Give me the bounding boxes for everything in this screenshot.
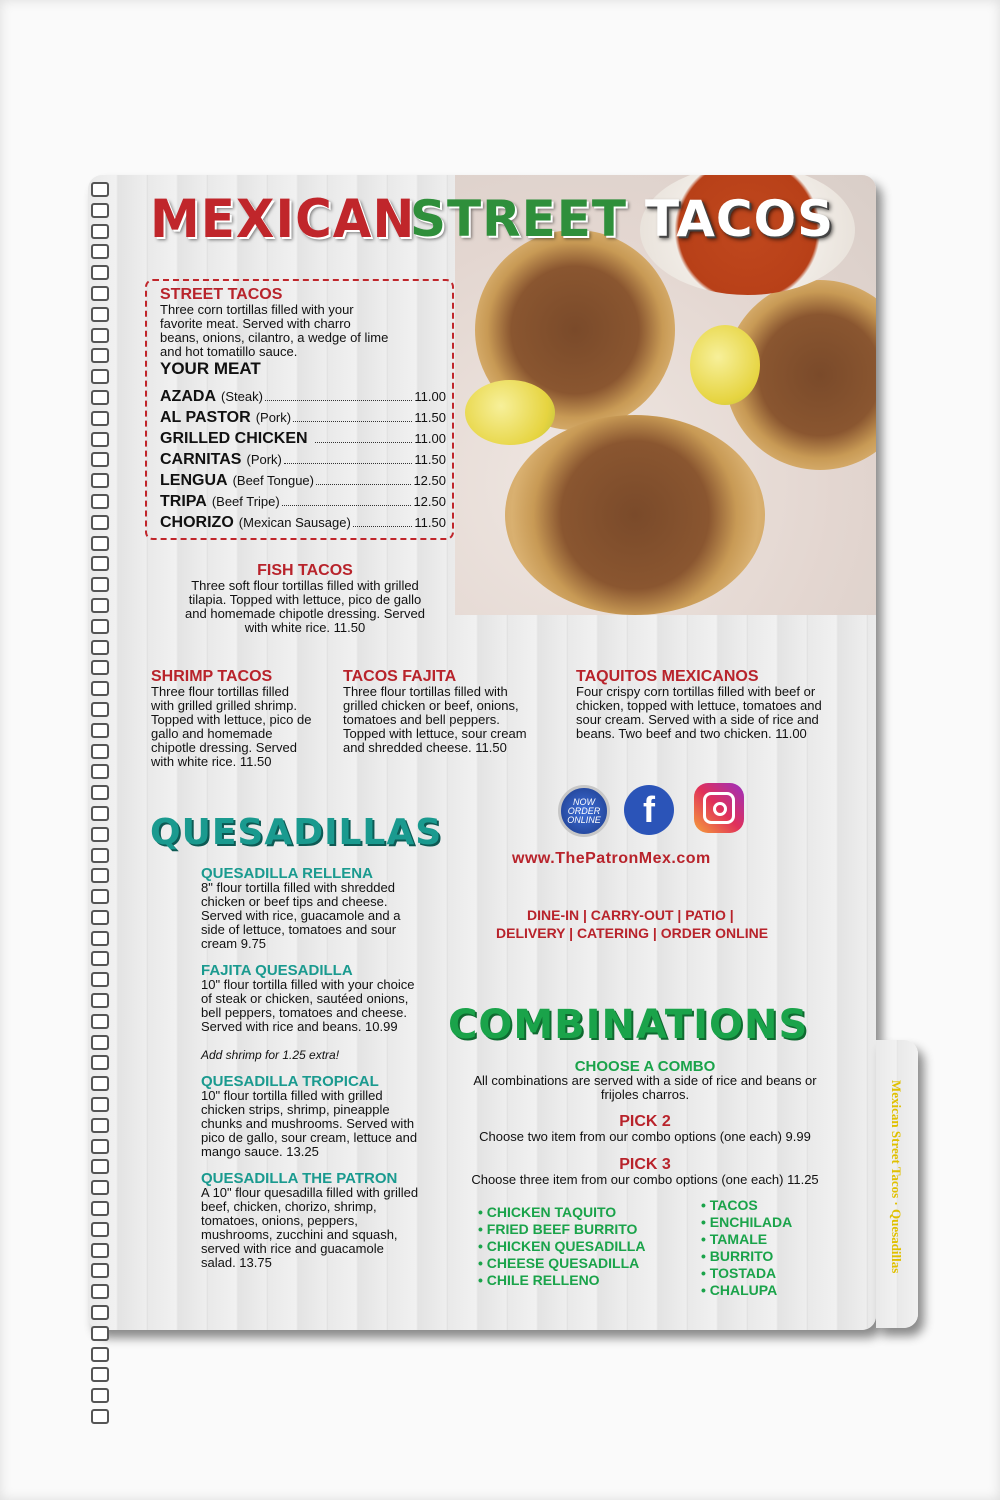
binding-ring — [91, 868, 109, 883]
binding-ring — [91, 681, 109, 696]
combo-intro: All combinations are served with a side of rice and beans or frijoles charros. — [473, 1073, 817, 1102]
binding-ring — [91, 1118, 109, 1133]
binding-ring — [91, 931, 109, 946]
list-item: • FRIED BEEF BURRITO — [478, 1221, 645, 1238]
binding-ring — [91, 640, 109, 655]
title-street: STREET — [410, 190, 628, 248]
add-shrimp-note: Add shrimp for 1.25 extra! — [201, 1048, 340, 1062]
binding-ring — [91, 785, 109, 800]
binding-ring — [91, 1097, 109, 1112]
taquitos-description: Four crispy corn tortillas filled with beef or chicken, topped with lettuce, tomatoes and sour cream. Served with a side of rice and beans. Two beef and two chicken. 11.00 — [576, 684, 822, 741]
combo-options-right — [701, 1197, 792, 1299]
binding-ring — [91, 806, 109, 821]
quesadillas-heading: QUESADILLAS — [150, 812, 443, 853]
meat-row: AL PASTOR (Pork) 11.50 — [160, 409, 446, 426]
binding-ring — [91, 1347, 109, 1362]
list-item: • ENCHILADA — [701, 1214, 792, 1231]
binding-ring — [91, 1014, 109, 1029]
binding-ring — [91, 473, 109, 488]
list-item: • CHEESE QUESADILLA — [478, 1255, 645, 1272]
quesadilla-patron-heading: QUESADILLA THE PATRON — [201, 1170, 398, 1187]
binding-ring — [91, 1035, 109, 1050]
list-item: • CHALUPA — [701, 1282, 792, 1299]
taquitos-heading: TAQUITOS MEXICANOS — [576, 668, 759, 685]
fish-tacos-description: Three soft flour tortillas filled with grilled tilapia. Topped with lettuce, pico de gallo and homemade chipotle dressing. Served with white rice. 11.50 — [185, 578, 425, 635]
meat-row: GRILLED CHICKEN 11.00 — [160, 430, 446, 447]
binding-ring — [91, 577, 109, 592]
combinations-heading: COMBINATIONS — [448, 1002, 809, 1048]
binding-ring — [91, 1201, 109, 1216]
spiral-binding — [91, 182, 109, 1430]
binding-ring — [91, 1159, 109, 1174]
binding-ring — [91, 1409, 109, 1424]
quesadilla-patron-description: A 10" flour quesadilla filled with grilled beef, chicken, chorizo, shrimp, tomatoes, onions, peppers, mushrooms, zucchini and squash, served with rice and guacamole salad. 13.75 — [201, 1185, 419, 1270]
binding-ring — [91, 951, 109, 966]
binding-ring — [91, 744, 109, 759]
tacos-fajita-description: Three flour tortillas filled with grilled chicken or beef, onions, tomatoes and bell peppers. Topped with lettuce, sour cream and shredded cheese. 11.50 — [343, 684, 527, 755]
binding-ring — [91, 515, 109, 530]
binding-ring — [91, 1284, 109, 1299]
shrimp-tacos-heading: SHRIMP TACOS — [151, 668, 273, 685]
binding-ring — [91, 536, 109, 551]
binding-ring — [91, 1388, 109, 1403]
tab-label: Mexican Street Tacos · Quesadillas — [889, 1080, 904, 1274]
binding-ring — [91, 286, 109, 301]
quesadilla-tropical-heading: QUESADILLA TROPICAL — [201, 1073, 379, 1090]
meat-row: LENGUA (Beef Tongue) 12.50 — [160, 472, 446, 489]
binding-ring — [91, 660, 109, 675]
quesadilla-rellena-description: 8" flour tortilla filled with shredded chicken or beef tips and cheese. Served with rice, guacamole and a side of lettuce, tomatoes and sour cream 9.75 — [201, 880, 401, 951]
order-online-icon[interactable]: NOW ORDER ONLINE — [558, 785, 610, 837]
title-tacos: TACOS — [645, 190, 835, 248]
street-tacos-description: Three corn tortillas filled with your favorite meat. Served with charro beans, onions, cilantro, a wedge of lime and hot tomatillo sauce. — [160, 302, 389, 359]
binding-ring — [91, 1055, 109, 1070]
binding-ring — [91, 993, 109, 1008]
street-tacos-heading: STREET TACOS — [160, 286, 283, 303]
fajita-quesadilla-heading: FAJITA QUESADILLA — [201, 962, 353, 979]
binding-ring — [91, 889, 109, 904]
fish-tacos-heading: FISH TACOS — [257, 562, 353, 579]
binding-ring — [91, 244, 109, 259]
list-item: • CHICKEN QUESADILLA — [478, 1238, 645, 1255]
title-mexican: MEXICAN — [150, 188, 416, 250]
pick-2-heading: PICK 2 — [619, 1113, 671, 1130]
shrimp-tacos-description: Three flour tortillas filled with grilled grilled shrimp. Topped with lettuce, pico de gallo and homemade chipotle dressing. Served with white rice. 11.50 — [151, 684, 312, 769]
fajita-quesadilla-description: 10" flour tortilla filled with your choice of steak or chicken, sautéed onions, bell peppers, tomatoes and cheese. Served with rice and beans. 10.99 — [201, 977, 415, 1034]
binding-ring — [91, 203, 109, 218]
list-item: • CHILE RELLENO — [478, 1272, 645, 1289]
binding-ring — [91, 619, 109, 634]
meat-row: CHORIZO (Mexican Sausage) 11.50 — [160, 514, 446, 531]
binding-ring — [91, 328, 109, 343]
binding-ring — [91, 182, 109, 197]
list-item: • CHICKEN TAQUITO — [478, 1204, 645, 1221]
binding-ring — [91, 702, 109, 717]
list-item: • TAMALE — [701, 1231, 792, 1248]
binding-ring — [91, 1326, 109, 1341]
pick-2-description: Choose two item from our combo options (one each) 9.99 — [479, 1129, 811, 1144]
meat-row: CARNITAS (Pork) 11.50 — [160, 451, 446, 468]
binding-ring — [91, 972, 109, 987]
binding-ring — [91, 1263, 109, 1278]
list-item: • TACOS — [701, 1197, 792, 1214]
binding-ring — [91, 723, 109, 738]
binding-ring — [91, 1243, 109, 1258]
binding-ring — [91, 390, 109, 405]
list-item: • TOSTADA — [701, 1265, 792, 1282]
pick-3-heading: PICK 3 — [619, 1156, 671, 1173]
choose-combo-heading: CHOOSE A COMBO — [574, 1058, 716, 1075]
binding-ring — [91, 432, 109, 447]
binding-ring — [91, 1367, 109, 1382]
binding-ring — [91, 494, 109, 509]
binding-ring — [91, 910, 109, 925]
binding-ring — [91, 827, 109, 842]
binding-ring — [91, 452, 109, 467]
meat-row: AZADA (Steak) 11.00 — [160, 388, 446, 405]
list-item: • BURRITO — [701, 1248, 792, 1265]
binding-ring — [91, 764, 109, 779]
binding-ring — [91, 1076, 109, 1091]
services-line-1: DINE-IN | CARRY-OUT | PATIO | — [527, 907, 734, 923]
tacos-fajita-heading: TACOS FAJITA — [343, 668, 457, 685]
binding-ring — [91, 307, 109, 322]
facebook-icon[interactable]: f — [624, 785, 674, 835]
website-link[interactable]: www.ThePatronMex.com — [512, 850, 711, 867]
your-meat-heading: YOUR MEAT — [160, 359, 261, 378]
binding-ring — [91, 598, 109, 613]
instagram-icon[interactable] — [694, 783, 744, 833]
binding-ring — [91, 1139, 109, 1154]
combo-options-left — [478, 1204, 645, 1289]
binding-ring — [91, 224, 109, 239]
binding-ring — [91, 265, 109, 280]
binding-ring — [91, 556, 109, 571]
binding-ring — [91, 1180, 109, 1195]
binding-ring — [91, 411, 109, 426]
pick-3-description: Choose three item from our combo options (one each) 11.25 — [471, 1172, 819, 1187]
binding-ring — [91, 348, 109, 363]
binding-ring — [91, 369, 109, 384]
binding-ring — [91, 1222, 109, 1237]
quesadilla-tropical-description: 10" flour tortilla filled with grilled chicken strips, shrimp, pineapple chunks and mushrooms. Served with pico de gallo, sour cream, lettuce and mango sauce. 13.25 — [201, 1088, 418, 1159]
binding-ring — [91, 848, 109, 863]
quesadilla-rellena-heading: QUESADILLA RELLENA — [201, 865, 373, 882]
binding-ring — [91, 1305, 109, 1320]
services-line-2: DELIVERY | CATERING | ORDER ONLINE — [496, 925, 769, 941]
meat-row: TRIPA (Beef Tripe) 12.50 — [160, 493, 446, 510]
